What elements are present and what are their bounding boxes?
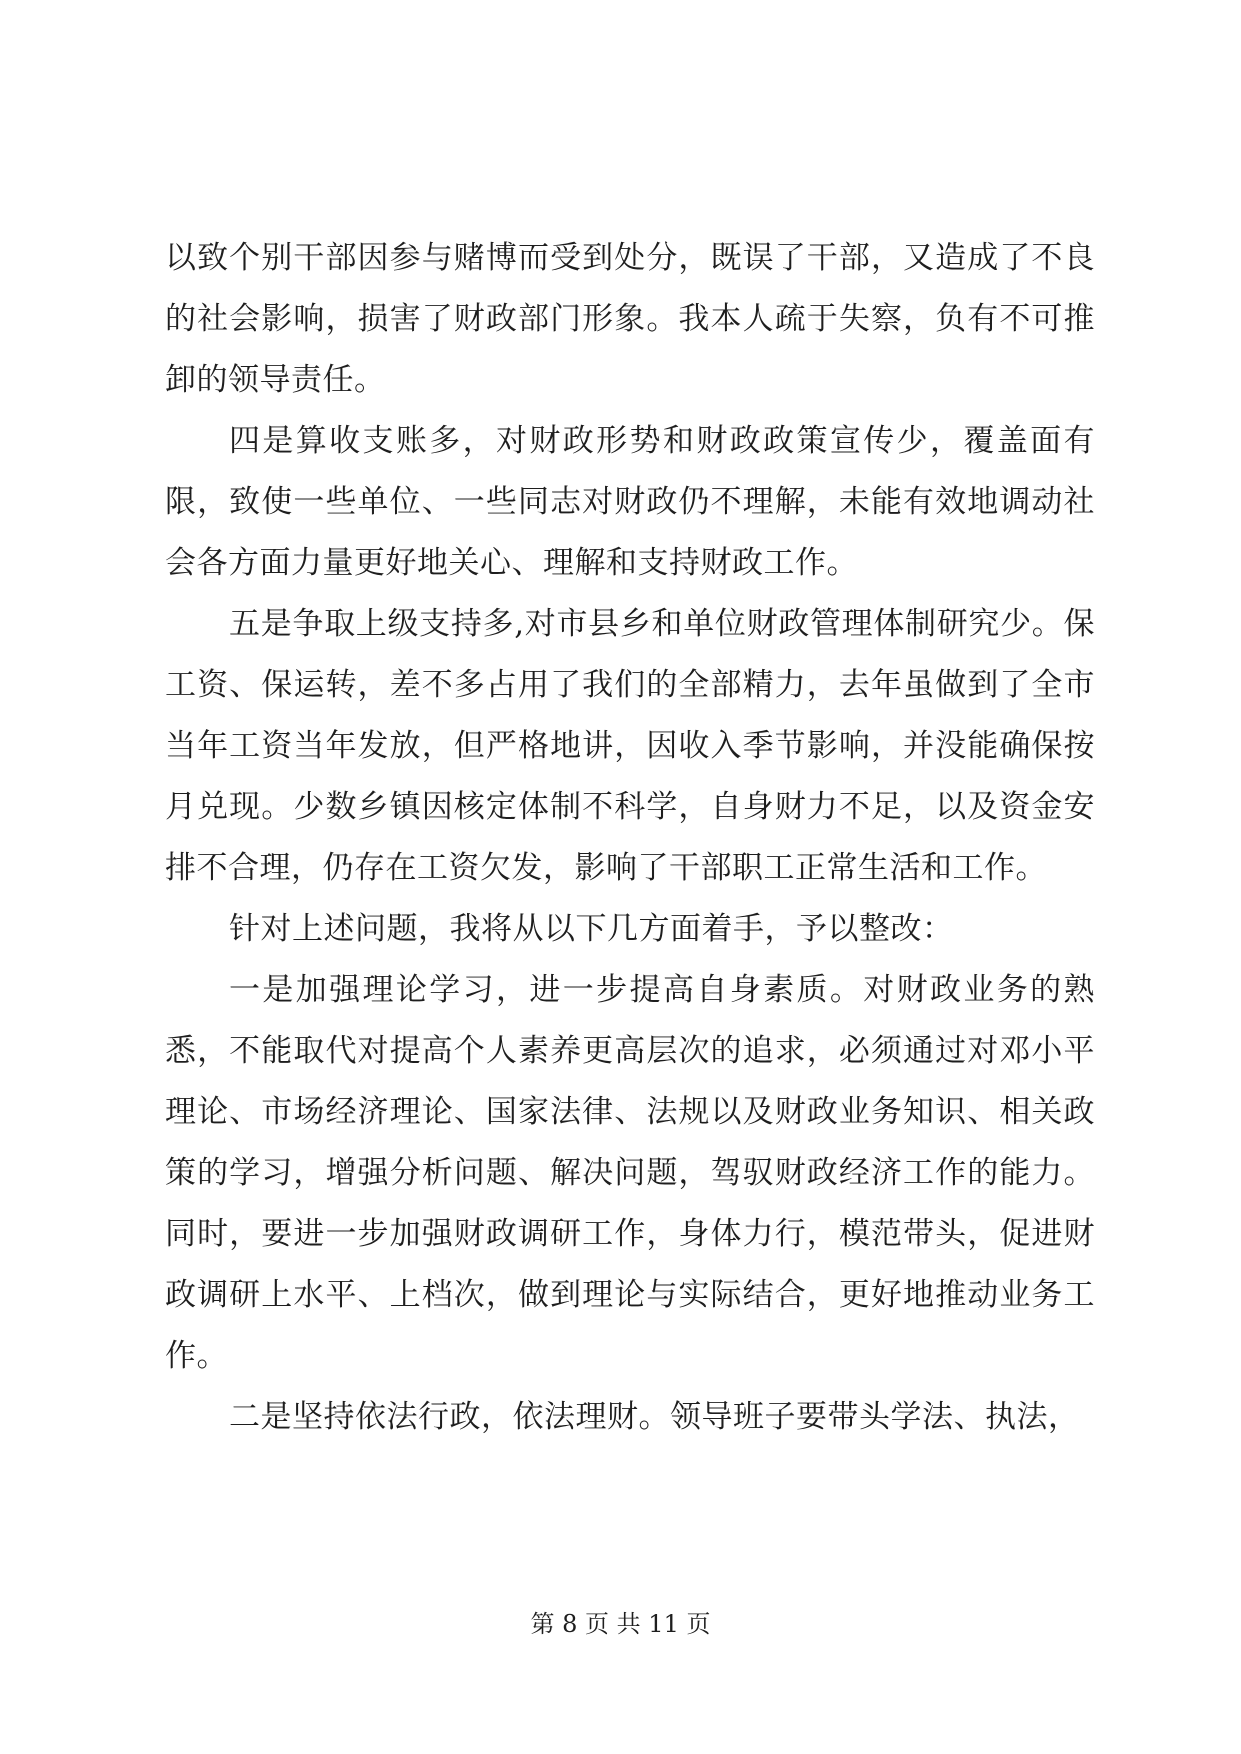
page-footer: 第 8 页 共 11 页 <box>530 1610 711 1638</box>
paragraph-5: 一是加强理论学习，进一步提高自身素质。对财政业务的熟悉，不能取代对提高个人素养更高层次的追求，必须通过对邓小平理论、市场经济理论、国家法律、法规以及财政业务知识、相关政策的学习，增强分析问题、解决问题，驾驭财政经济工作的能力。同时，要进一步加强财政调研工作，身体力行，模范带头，促进财政调研上水平、上档次，做到理论与实际结合，更好地推动业务工作。 <box>165 972 1095 1374</box>
paragraph-4: 针对上述问题，我将从以下几方面着手，予以整改： <box>229 911 954 947</box>
paragraph-6: 二是坚持依法行政，依法理财。领导班子要带头学法、执法， <box>229 1399 1080 1435</box>
paragraph-3: 五是争取上级支持多,对市县乡和单位财政管理体制研究少。保工资、保运转，差不多占用了我们的全部精力，去年虽做到了全市当年工资当年发放，但严格地讲，因收入季节影响，并没能确保按月兑现。少数乡镇因核定体制不科学，自身财力不足，以及资金安排不合理，仍存在工资欠发，影响了干部职工正常生活和工作。 <box>165 606 1095 886</box>
paragraph-2: 四是算收支账多，对财政形势和财政政策宣传少，覆盖面有限，致使一些单位、一些同志对财政仍不理解，未能有效地调动社会各方面力量更好地关心、理解和支持财政工作。 <box>165 423 1095 581</box>
document-body <box>165 228 1095 1448</box>
paragraph-1: 以致个别干部因参与赌博而受到处分，既误了干部，又造成了不良的社会影响，损害了财政部门形象。我本人疏于失察，负有不可推卸的领导责任。 <box>165 240 1095 398</box>
